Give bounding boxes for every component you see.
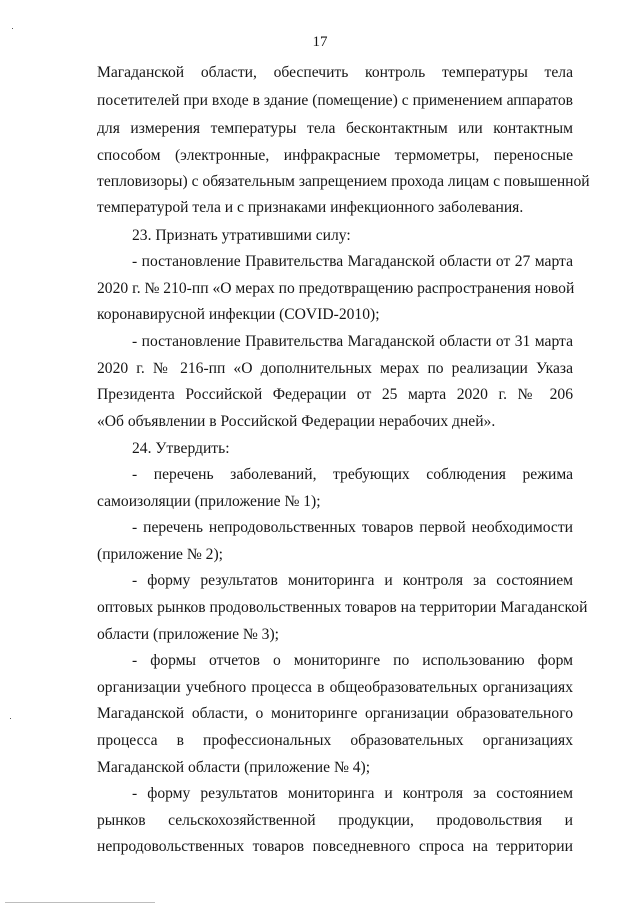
text-line: тепловизоры) с обязательным запрещением прохода лицам с повышенной bbox=[97, 173, 590, 190]
text-line: - перечень заболеваний, требующих соблюдения режима bbox=[132, 466, 573, 483]
text-line: (приложение № 2); bbox=[97, 546, 223, 563]
text-line: - форму результатов мониторинга и контроля за состоянием bbox=[132, 572, 573, 589]
text-line: коронавирусной инфекции (COVID-2010); bbox=[97, 306, 380, 323]
text-line: температурой тела и с признаками инфекционного заболевания. bbox=[97, 199, 524, 216]
text-line: Магаданской области, о мониторинге организации образовательного bbox=[97, 705, 573, 722]
text-line: рынков сельскохозяйственной продукции, продовольствия и bbox=[97, 812, 573, 829]
text-line: «Об объявлении в Российской Федерации нерабочих дней». bbox=[97, 413, 496, 430]
text-line: - формы отчетов о мониторинге по использованию форм bbox=[132, 652, 573, 669]
scan-speck bbox=[12, 28, 13, 29]
page-number: 17 bbox=[312, 34, 328, 50]
text-line: - постановление Правительства Магаданской области от 31 марта bbox=[132, 333, 573, 350]
text-line: 2020 г. № 210-пп «О мерах по предотвращению распространения новой bbox=[97, 280, 575, 297]
text-line: - форму результатов мониторинга и контроля за состоянием bbox=[132, 785, 573, 802]
text-line: самоизоляции (приложение № 1); bbox=[97, 493, 321, 510]
text-line: непродовольственных товаров повседневного спроса на территории bbox=[97, 838, 573, 855]
section-heading: 24. Утвердить: bbox=[132, 440, 230, 457]
text-line: Президента Российской Федерации от 25 марта 2020 г. № 206 bbox=[97, 386, 573, 403]
scan-speck bbox=[10, 718, 11, 719]
text-line: Магаданской области, обеспечить контроль температуры тела bbox=[97, 64, 573, 81]
text-line: 2020 г. № 216-пп «О дополнительных мерах по реализации Указа bbox=[97, 360, 573, 377]
text-line: организации учебного процесса в общеобразовательных организациях bbox=[97, 679, 573, 696]
text-line: области (приложение № 3); bbox=[97, 626, 279, 643]
text-line: процесса в профессиональных образовательных организациях bbox=[97, 732, 573, 749]
text-line: Магаданской области (приложение № 4); bbox=[97, 759, 371, 776]
text-line: - перечень непродовольственных товаров первой необходимости bbox=[132, 519, 573, 536]
scan-edge-line bbox=[5, 902, 155, 903]
text-line: способом (электронные, инфракрасные термометры, переносные bbox=[97, 147, 573, 164]
text-line: посетителей при входе в здание (помещение) с применением аппаратов bbox=[97, 92, 573, 109]
text-line: - постановление Правительства Магаданской области от 27 марта bbox=[132, 253, 573, 270]
text-line: оптовых рынков продовольственных товаров на территории Магаданской bbox=[97, 599, 588, 616]
text-line: для измерения температуры тела бесконтактным или контактным bbox=[97, 120, 573, 137]
section-heading: 23. Признать утратившими силу: bbox=[132, 227, 351, 244]
